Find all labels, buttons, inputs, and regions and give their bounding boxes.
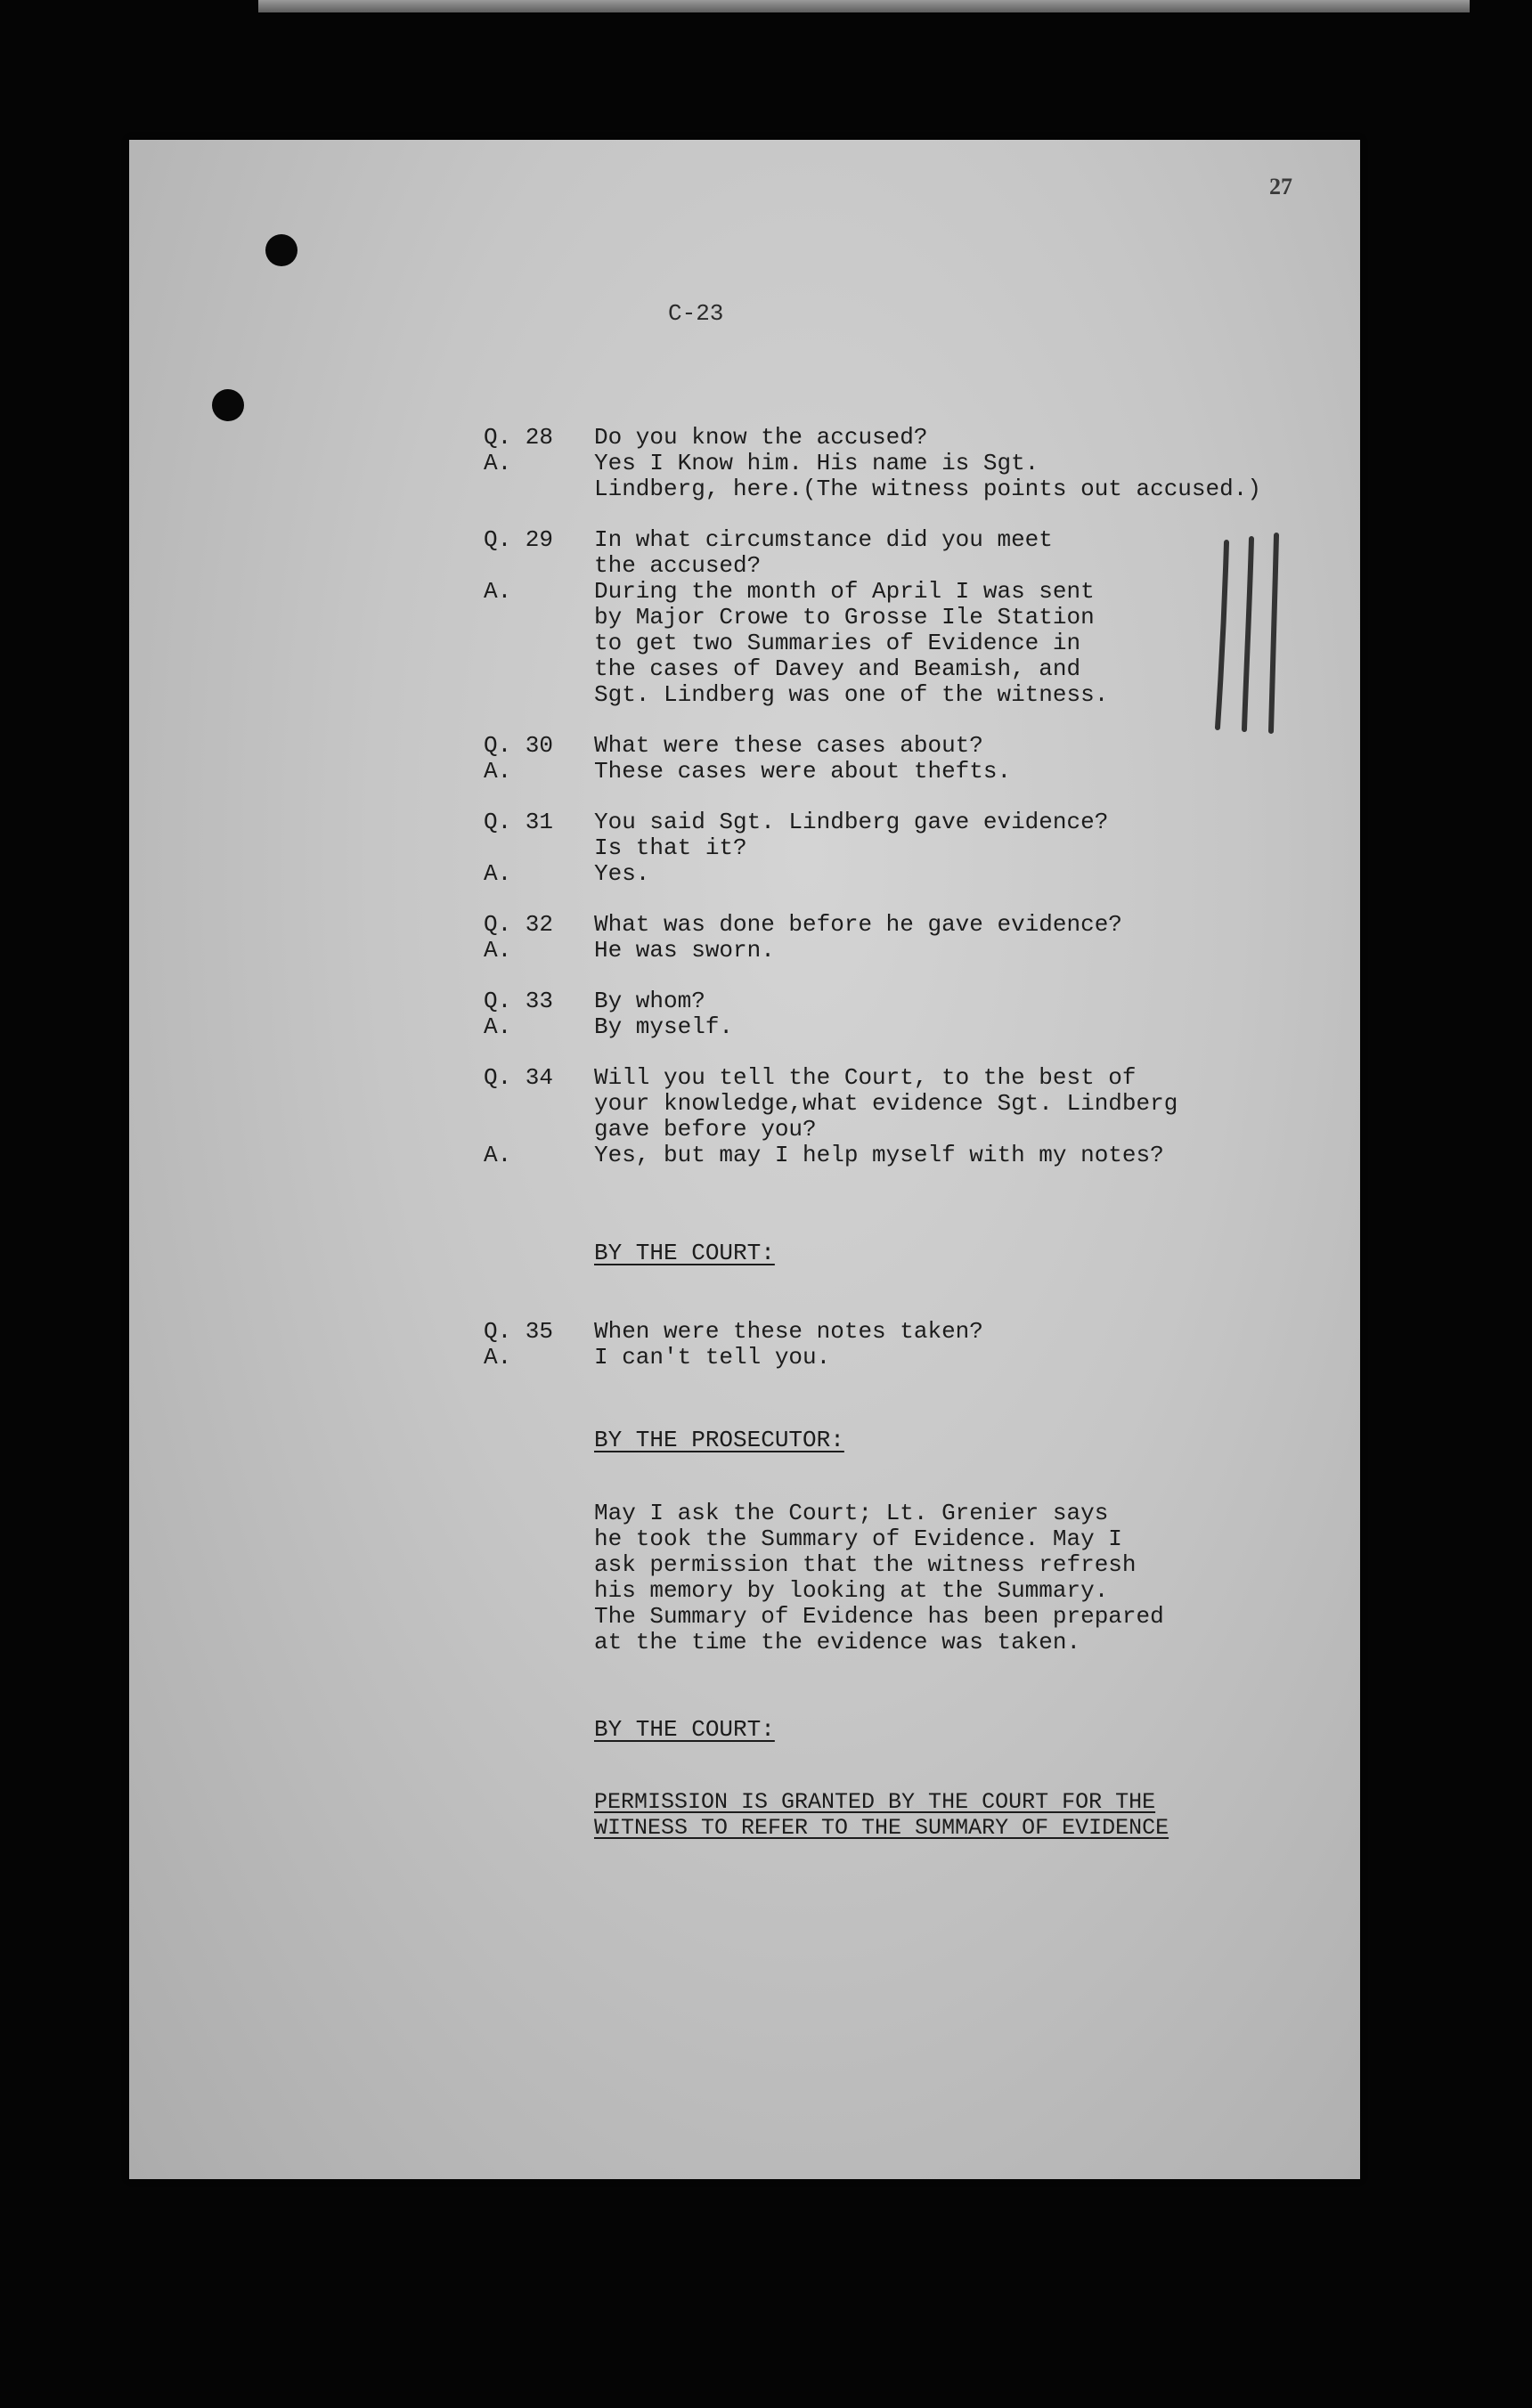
question-text: your knowledge,what evidence Sgt. Lindberg (594, 1090, 1178, 1117)
margin-pen-marks (1209, 532, 1289, 736)
question-text: the accused? (594, 552, 762, 579)
question-label: Q. 29 (484, 526, 554, 553)
question-label: Q. 30 (484, 732, 554, 759)
question-label: Q. 32 (484, 911, 554, 938)
question-text: In what circumstance did you meet (594, 526, 1053, 553)
question-text: You said Sgt. Lindberg gave evidence? (594, 809, 1109, 835)
answer-label: A. (484, 758, 512, 785)
answer-text: Lindberg, here.(The witness points out accused.) (594, 476, 1261, 502)
question-text: What was done before he gave evidence? (594, 911, 1122, 938)
qa-item-33 (484, 988, 1374, 1040)
answer-label: A. (484, 937, 512, 964)
question-text: gave before you? (594, 1116, 817, 1143)
question-label: Q. 33 (484, 988, 554, 1014)
answer-label: A. (484, 860, 512, 887)
punch-hole-top (265, 234, 297, 266)
document-code: C-23 (668, 300, 724, 327)
punch-hole-bottom (212, 389, 244, 421)
document-page (129, 140, 1360, 2179)
qa-list-court (484, 1319, 1374, 1395)
answer-text: By myself. (594, 1013, 734, 1040)
question-text: Is that it? (594, 834, 747, 861)
answer-text: by Major Crowe to Grosse Ile Station (594, 604, 1095, 630)
statement-line: his memory by looking at the Summary. (594, 1577, 1109, 1604)
qa-item-31 (484, 809, 1374, 887)
heading-by-the-court: BY THE COURT: (594, 1240, 775, 1266)
answer-label: A. (484, 1344, 512, 1371)
answer-text: Yes, but may I help myself with my notes? (594, 1142, 1164, 1168)
answer-text: the cases of Davey and Beamish, and (594, 655, 1081, 682)
qa-item-32 (484, 912, 1374, 964)
question-text: By whom? (594, 988, 705, 1014)
ruling-line: WITNESS TO REFER TO THE SUMMARY OF EVIDENCE (594, 1815, 1169, 1841)
answer-text: Sgt. Lindberg was one of the witness. (594, 681, 1109, 708)
prosecutor-statement (594, 1501, 1164, 1656)
heading-by-the-court-2: BY THE COURT: (594, 1716, 775, 1743)
question-text: Do you know the accused? (594, 424, 928, 451)
answer-text: Yes. (594, 860, 650, 887)
question-label: Q. 28 (484, 424, 554, 451)
answer-text: These cases were about thefts. (594, 758, 1012, 785)
answer-label: A. (484, 1142, 512, 1168)
answer-label: A. (484, 1013, 512, 1040)
heading-by-the-prosecutor: BY THE PROSECUTOR: (594, 1427, 844, 1453)
statement-line: ask permission that the witness refresh (594, 1551, 1137, 1578)
statement-line: The Summary of Evidence has been prepared (594, 1603, 1164, 1630)
statement-line: May I ask the Court; Lt. Grenier says (594, 1500, 1109, 1526)
qa-item-30 (484, 733, 1374, 785)
question-text: Will you tell the Court, to the best of (594, 1064, 1137, 1091)
answer-text: to get two Summaries of Evidence in (594, 630, 1081, 656)
answer-label: A. (484, 578, 512, 605)
question-label: Q. 31 (484, 809, 554, 835)
ruling-line: PERMISSION IS GRANTED BY THE COURT FOR THE (594, 1789, 1156, 1815)
statement-line: at the time the evidence was taken. (594, 1629, 1081, 1656)
answer-text: During the month of April I was sent (594, 578, 1095, 605)
answer-label: A. (484, 450, 512, 476)
page-number: 27 (1269, 174, 1292, 199)
answer-text: Yes I Know him. His name is Sgt. (594, 450, 1039, 476)
court-ruling (594, 1789, 1169, 1841)
statement-line: he took the Summary of Evidence. May I (594, 1525, 1122, 1552)
answer-text: I can't tell you. (594, 1344, 831, 1371)
qa-item-28 (484, 425, 1374, 502)
qa-item-35 (484, 1319, 1374, 1371)
question-label: Q. 34 (484, 1064, 554, 1091)
question-text: When were these notes taken? (594, 1318, 983, 1345)
answer-text: He was sworn. (594, 937, 775, 964)
question-label: Q. 35 (484, 1318, 554, 1345)
question-text: What were these cases about? (594, 732, 983, 759)
previous-page-edge (258, 0, 1470, 12)
qa-item-34 (484, 1065, 1374, 1168)
